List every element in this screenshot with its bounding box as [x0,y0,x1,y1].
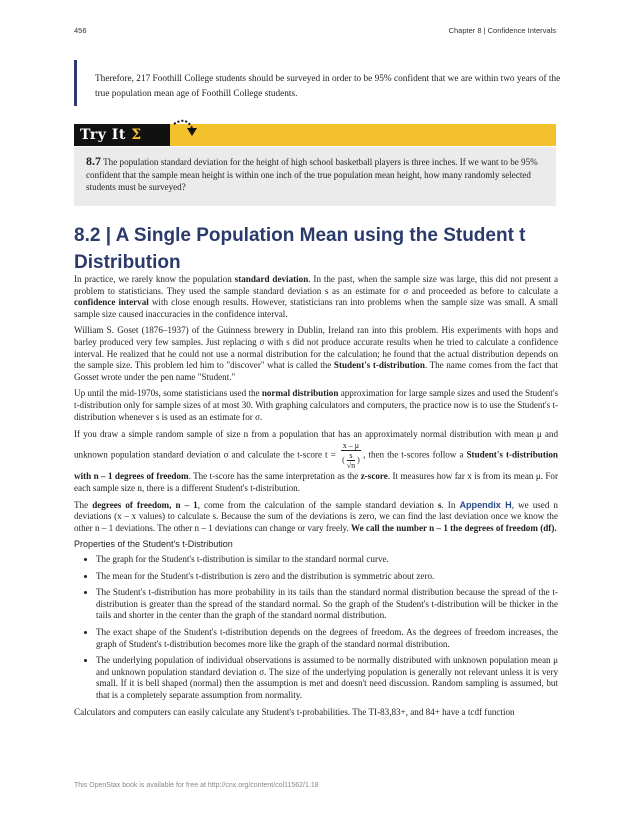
list-item: • The exact shape of the Student's t-distribution depends on the degrees of freedom. As the degrees of freedom increases, the graph of Student's t-distribution becomes more like the graph of the standard normal distribution. [96,627,558,650]
exercise-text: The population standard deviation for the height of high school basketball players is three inches. If we want to be 95% confident that the sample mean height is within one inch of the true population mean height, how many randomly selected students must be surveyed? [86,157,538,192]
paragraph-1: In practice, we rarely know the population standard deviation. In the past, when the sample size was large, this did not present a problem to statisticians. They used the sample standard deviation s as an estimate for σ and proceeded as before to calculate a confidence interval with close enough results. However, statisticians ran into problems when the sample size was small. A small sample size caused inaccuracies in the confidence interval. [74,274,558,319]
properties-list [74,554,558,702]
paragraph-2: William S. Goset (1876–1937) of the Guinness brewery in Dublin, Ireland ran into this problem. His experiments with hops and barley produced very few samples. Just replacing σ with s did not produce accurate results when he tried to calculate a confidence interval. He realized that he could not use a normal distribution for the calculation; he found that the actual distribution depends on the sample size. This problem led him to "discover" what is called the Student's t-distribution. The name comes from the fact that Gosset wrote under the pen name "Student." [74,325,559,382]
section-title: 8.2 | A Single Population Mean using the Student t Distribution [74,225,526,273]
try-it-label: Try It Σ [74,124,170,146]
properties-heading: Properties of the Student's t-Distribution [74,539,233,550]
paragraph-4: If you draw a simple random sample of size n from a population that has an approximately normal distribution with mean μ and unknown population standard deviation σ and calculate the t-score t = x – μ ( $\frac{s}{√n}$ ) , then the t-scores follow a Student's t-distribution with n – 1 degrees of freedom. The t-score has the same interpretation as the z-score. It measures how far x is from its mean μ. For each sample size n, there is a different Student's t-distribution. [74,429,558,494]
exercise-number: 8.7 [86,154,101,168]
note-text: Therefore, 217 Foothill College students should be surveyed in order to be 95% confident that we are within two years of the true population mean age of Foothill College students. [95,74,561,99]
page-number: 456 [74,26,87,35]
dotted-arrow-icon [172,116,202,146]
t-score-formula: x – μ ( $\frac{s}{√n}$ ) [342,440,360,470]
section-body [74,274,558,723]
chapter-title: Chapter 8 | Confidence Intervals [448,26,556,35]
paragraph-3: Up until the mid-1970s, some statisticians used the normal distribution approximation for large sample sizes and used the Student's t-distribution only for sample sizes of at most 30. With graphing calculators and computers, the practice now is to use the Student's t-distribution whenever s is used as an estimate for σ. [74,388,558,422]
list-item: • The graph for the Student's t-distribution is similar to the standard normal curve. [96,554,558,566]
paragraph-6: Calculators and computers can easily calculate any Student's t-probabilities. The TI-83,83+, and 84+ have a tcdf function [74,706,515,717]
appendix-link[interactable]: Appendix H [459,499,512,510]
note-box [74,60,565,106]
page-footer: This OpenStax book is available for free at http://cnx.org/content/col11562/1.18 [74,782,319,789]
list-item: • The underlying population of individual observations is assumed to be normally distributed with unknown population mean μ and unknown population standard deviation σ. The size of the underlying population is generally not relevant unless it is very small. If it is bell shaped (normal) then the assumption is met and doesn't need discussion. Random sampling is assumed, but that is a completely separate assumption from normality. [96,655,558,701]
page-header [74,26,556,38]
list-item: • The mean for the Student's t-distribution is zero and the distribution is symmetric about zero. [96,571,558,583]
list-item: • The Student's t-distribution has more probability in its tails than the standard normal distribution because the spread of the t-distribution is greater than the spread of the standard normal. So the graph of the Student's t-distribution will be thicker in the tails and shorter in the center than the graph of the standard normal distribution. [96,587,558,622]
try-it-exercise [74,147,556,206]
paragraph-5: The degrees of freedom, n – 1, come from the calculation of the sample standard deviation s. In Appendix H, we used n deviations (x – x values) to calculate s. Because the sum of the deviations is zero, we can find the last deviation once we know the other n – 1 deviations. The other n – 1 deviations can change or vary freely. We call the number n – 1 the degrees of freedom (df). [74,499,558,533]
try-it-banner [74,124,556,146]
